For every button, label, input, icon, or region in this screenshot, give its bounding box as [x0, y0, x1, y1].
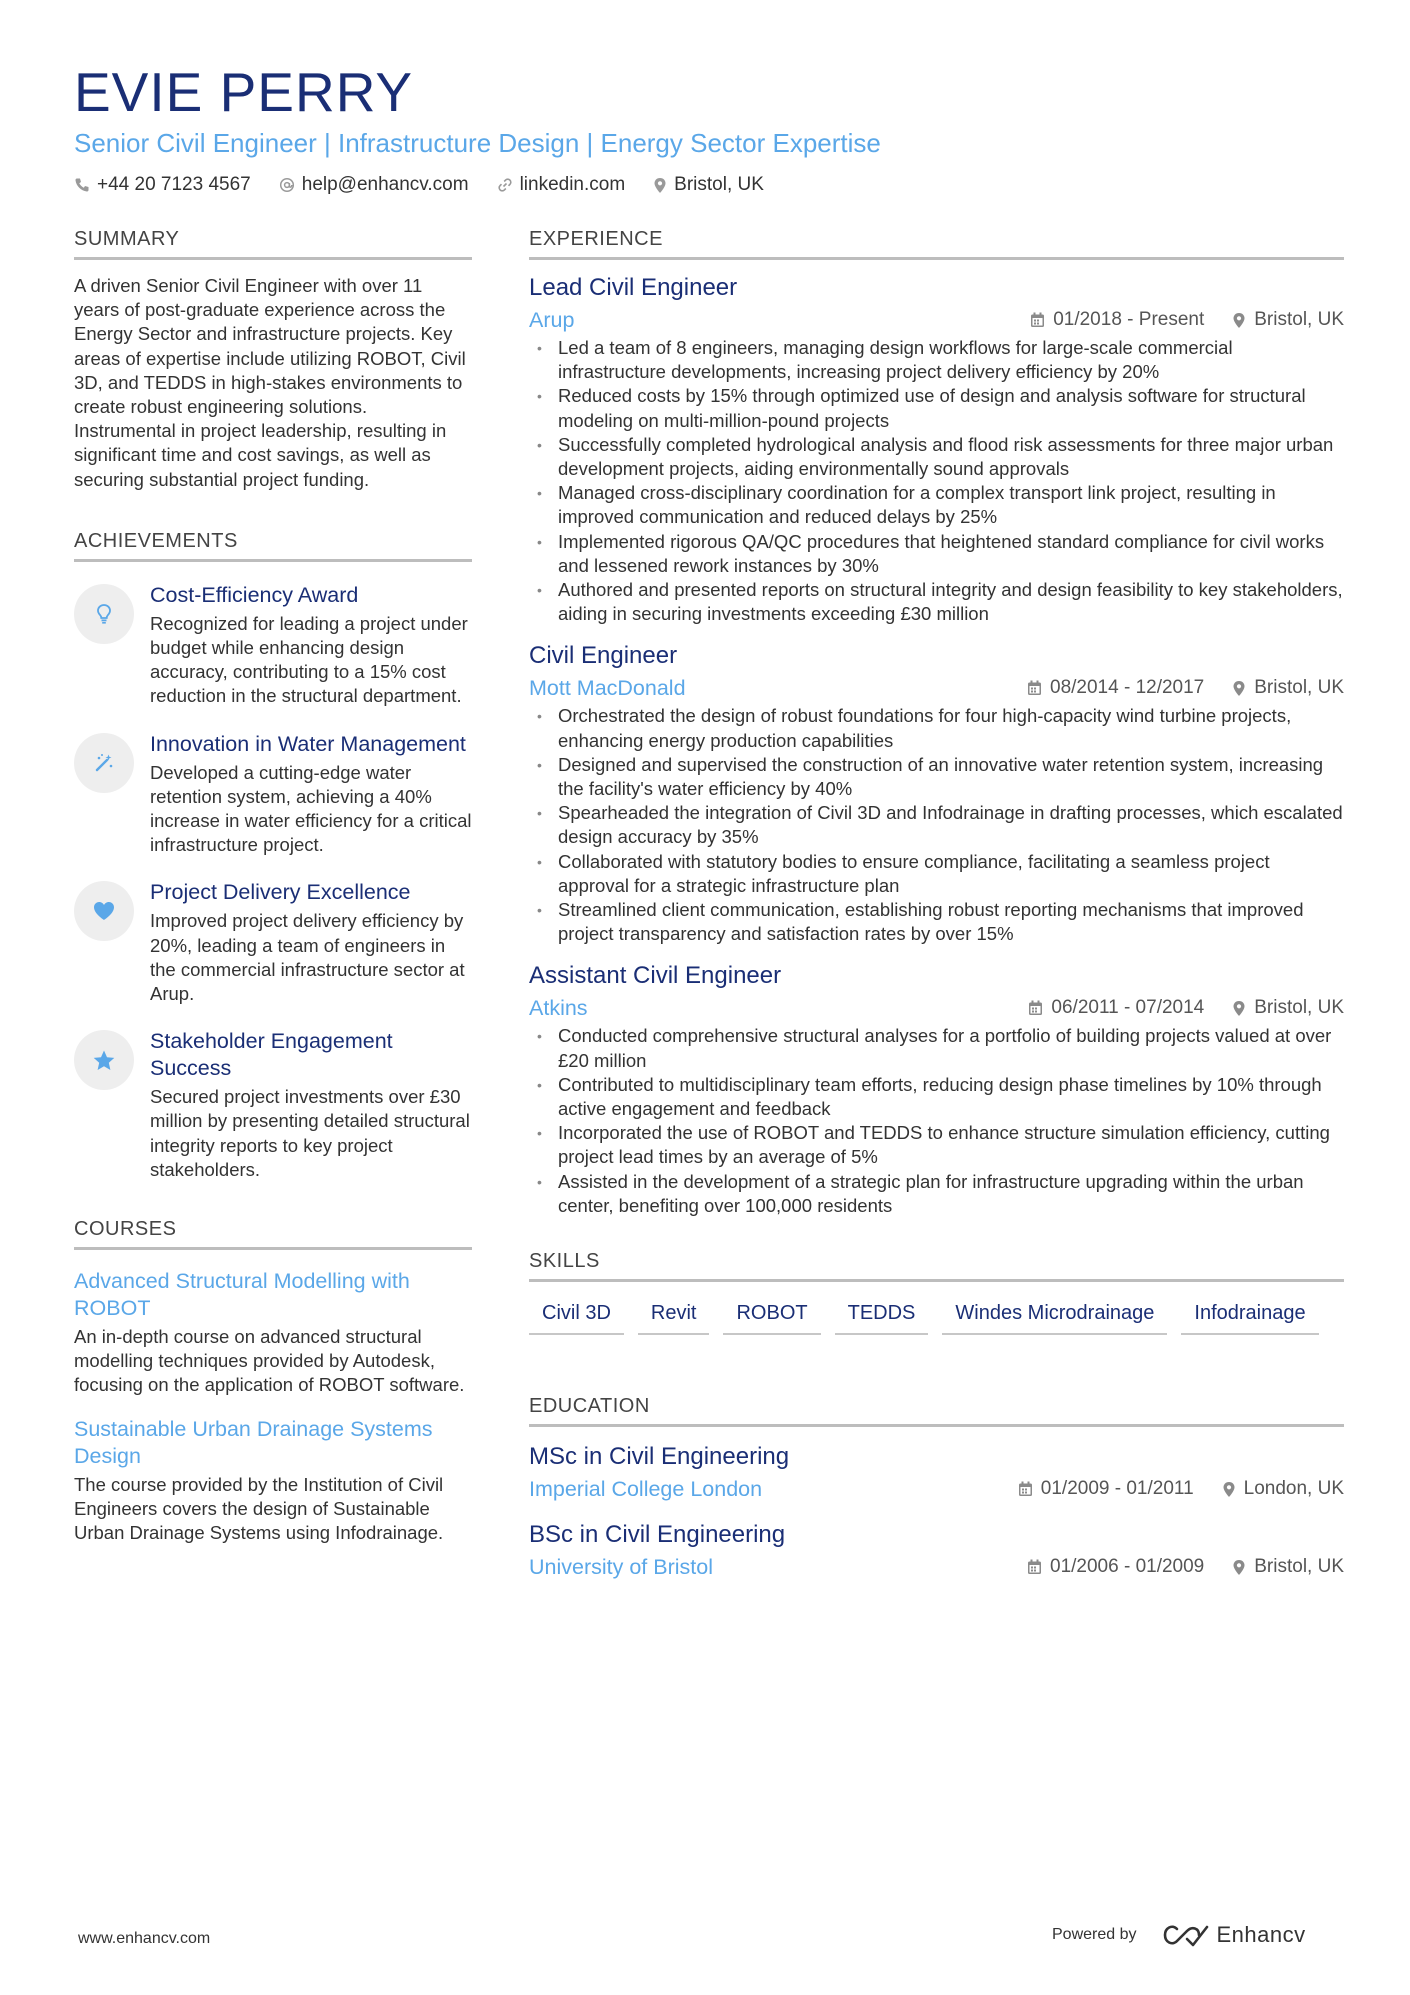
course-desc: An in-depth course on advanced structural modelling techniques provided by Autodesk, focusing on the application of ROBOT software.: [74, 1326, 465, 1396]
courses-heading: COURSES: [74, 1218, 472, 1250]
job-bullets: [529, 1024, 1344, 1218]
left-column: [74, 228, 472, 1583]
location-pin-icon: [1232, 312, 1246, 329]
achievements-heading: ACHIEVEMENTS: [74, 530, 472, 562]
at-icon: [279, 177, 295, 193]
achievement-title: Cost-Efficiency Award: [150, 582, 359, 607]
skill-tag: Infodrainage: [1181, 1294, 1318, 1335]
calendar-icon: [1027, 1559, 1042, 1575]
calendar-icon: [1028, 1000, 1043, 1016]
achievement-desc: Recognized for leading a project under budget while enhancing design accuracy, contributing to a 15% cost reduction in the structural department.: [150, 612, 468, 707]
education-location: London, UK: [1243, 1478, 1344, 1500]
courses-section: [74, 1218, 472, 1545]
star-icon: [74, 1030, 134, 1090]
heart-icon: [74, 881, 134, 941]
list-item: • Spearheaded the integration of Civil 3D and Infodrainage in drafting processes, which escalated design accuracy by 35%: [529, 801, 1344, 849]
job-location: Bristol, UK: [1254, 309, 1344, 330]
skill-tag: TEDDS: [835, 1294, 929, 1335]
achievements-section: [74, 530, 472, 1182]
achievement-desc: Secured project investments over £30 million by presenting detailed structural integrity reports to key project stakeholders.: [150, 1086, 470, 1180]
list-item: • Assisted in the development of a strategic plan for infrastructure upgrading within the urban center, benefiting over 100,000 residents: [529, 1170, 1344, 1218]
resume-header: [74, 60, 1344, 196]
list-item: • Successfully completed hydrological analysis and flood risk assessments for three major urban development projects, aiding environmentally sound approvals: [529, 433, 1344, 481]
wand-icon: [74, 733, 134, 793]
calendar-icon: [1027, 680, 1042, 696]
candidate-name: EVIE PERRY: [74, 61, 414, 123]
skills-list: [529, 1294, 1344, 1355]
skills-section: [529, 1250, 1344, 1355]
list-item: • Managed cross-disciplinary coordination for a complex transport link project, resulting in improved communication and reduced delays by 25%: [529, 481, 1344, 529]
list-item: • Incorporated the use of ROBOT and TEDDS to enhance structure simulation efficiency, cutting project lead times by an average of 5%: [529, 1121, 1344, 1169]
summary-text: A driven Senior Civil Engineer with over 11 years of post-graduate experience across the Energy Sector and infrastructure projects. Key areas of expertise include utilizing ROBOT, Civil 3D, and TEDDS in high-stakes environments to create robust engineering solutions. Instrumental in project leadership, resulting in significant time and cost savings, as well as securing substantial project funding.: [74, 275, 466, 490]
achievement-title: Stakeholder Engagement Success: [150, 1029, 393, 1081]
achievement-item: [74, 879, 472, 1006]
footer-website[interactable]: www.enhancv.com: [78, 1930, 211, 1947]
school-name: Imperial College London: [529, 1477, 763, 1502]
location-pin-icon: [1232, 1559, 1246, 1576]
lightbulb-icon: [74, 584, 134, 644]
skill-tag: ROBOT: [723, 1294, 820, 1335]
job-company: Atkins: [529, 996, 588, 1021]
contact-email[interactable]: [279, 174, 469, 196]
course-desc: The course provided by the Institution of Civil Engineers covers the design of Sustainable Urban Drainage Systems using Infodrainage.: [74, 1473, 444, 1544]
link-icon: [497, 177, 513, 193]
job-title: Assistant Civil Engineer: [529, 962, 782, 990]
right-column: [529, 228, 1344, 1619]
course-title: Advanced Structural Modelling with ROBOT: [74, 1269, 410, 1321]
list-item: • Implemented rigorous QA/QC procedures that heightened standard compliance for civil works and lessened rework instances by 30%: [529, 530, 1344, 578]
education-dates: 01/2009 - 01/2011: [1040, 1478, 1194, 1500]
email-text: help@enhancv.com: [301, 174, 469, 195]
powered-by-label: Powered by: [1052, 1926, 1137, 1943]
achievement-item: [74, 1028, 472, 1182]
course-item: [74, 1416, 472, 1546]
skill-tag: Windes Microdrainage: [942, 1294, 1167, 1335]
job-entry: [529, 960, 1344, 1218]
job-dates: 01/2018 - Present: [1053, 309, 1205, 330]
location-text: Bristol, UK: [674, 174, 764, 195]
phone-icon: [74, 177, 90, 193]
location-pin-icon: [1222, 1481, 1236, 1498]
education-section: [529, 1395, 1344, 1581]
education-entry: [529, 1441, 1344, 1503]
course-title: Sustainable Urban Drainage Systems Design: [74, 1416, 433, 1468]
contact-location: [653, 174, 764, 196]
brand-name: Enhancv: [1216, 1922, 1306, 1947]
list-item: • Led a team of 8 engineers, managing design workflows for large-scale commercial infrastructure developments, increasing project delivery efficiency by 20%: [529, 336, 1344, 384]
list-item: • Orchestrated the design of robust foundations for four high-capacity wind turbine projects, enhancing energy production capabilities: [529, 704, 1344, 752]
job-bullets: [529, 336, 1344, 626]
education-dates: 01/2006 - 01/2009: [1050, 1556, 1205, 1578]
list-item: • Reduced costs by 15% through optimized use of design and analysis software for structural modeling on multi-million-pound projects: [529, 384, 1344, 432]
job-dates: 06/2011 - 07/2014: [1051, 997, 1205, 1019]
achievement-item: [74, 731, 472, 858]
experience-section: [529, 228, 1344, 1218]
list-item: • Authored and presented reports on structural integrity and design feasibility to key stakeholders, aiding in securing investments exceeding £30 million: [529, 578, 1344, 626]
summary-heading: SUMMARY: [74, 228, 472, 260]
skill-tag: Revit: [638, 1294, 710, 1335]
job-title: Lead Civil Engineer: [529, 274, 738, 301]
achievement-title: Innovation in Water Management: [150, 731, 466, 756]
achievement-item: [74, 582, 472, 709]
list-item: • Conducted comprehensive structural analyses for a portfolio of building projects valued at over £20 million: [529, 1024, 1344, 1072]
degree-title: MSc in Civil Engineering: [529, 1443, 790, 1471]
list-item: • Designed and supervised the construction of an innovative water retention system, increasing the facility's water efficiency by 40%: [529, 753, 1344, 801]
job-company: Arup: [529, 308, 575, 332]
summary-section: [74, 228, 472, 492]
linkedin-text: linkedin.com: [519, 174, 626, 195]
course-item: [74, 1268, 472, 1398]
phone-text: +44 20 7123 4567: [97, 174, 251, 195]
school-name: University of Bristol: [529, 1555, 713, 1580]
enhancv-logo-icon: [1163, 1922, 1211, 1948]
location-pin-icon: [1232, 1000, 1246, 1017]
skills-heading: SKILLS: [529, 1250, 1344, 1282]
calendar-icon: [1030, 312, 1045, 328]
achievement-desc: Improved project delivery efficiency by 20%, leading a team of engineers in the commercial infrastructure sector at Arup.: [150, 910, 465, 1005]
contact-linkedin[interactable]: [497, 174, 626, 196]
job-company: Mott MacDonald: [529, 676, 686, 701]
footer-branding[interactable]: [1052, 1922, 1306, 1948]
list-item: • Contributed to multidisciplinary team efforts, reducing design phase timelines by 10% through active engagement and feedback: [529, 1073, 1344, 1121]
skill-tag: Civil 3D: [529, 1294, 624, 1335]
job-title: Civil Engineer: [529, 642, 678, 670]
achievement-desc: Developed a cutting-edge water retention system, achieving a 40% increase in water efficiency for a critical infrastructure project.: [150, 761, 472, 856]
education-location: Bristol, UK: [1254, 1556, 1344, 1578]
location-pin-icon: [1232, 680, 1246, 697]
list-item: • Streamlined client communication, establishing robust reporting mechanisms that improved project transparency and satisfaction rates by over 15%: [529, 898, 1344, 946]
location-pin-icon: [653, 177, 667, 194]
contact-phone: [74, 174, 251, 196]
achievement-title: Project Delivery Excellence: [150, 880, 411, 905]
job-entry: [529, 640, 1344, 946]
job-location: Bristol, UK: [1254, 997, 1344, 1019]
degree-title: BSc in Civil Engineering: [529, 1521, 786, 1549]
list-item: • Collaborated with statutory bodies to ensure compliance, facilitating a seamless project approval for a strategic infrastructure plan: [529, 850, 1344, 898]
contact-bar: [74, 174, 1344, 196]
experience-heading: EXPERIENCE: [529, 228, 1344, 260]
education-entry: [529, 1519, 1344, 1581]
job-entry: [529, 272, 1344, 626]
education-heading: EDUCATION: [529, 1395, 1344, 1427]
calendar-icon: [1018, 1481, 1033, 1497]
job-bullets: [529, 704, 1344, 946]
job-location: Bristol, UK: [1254, 677, 1344, 699]
job-dates: 08/2014 - 12/2017: [1050, 677, 1205, 699]
candidate-headline: Senior Civil Engineer | Infrastructure Design | Energy Sector Expertise: [74, 128, 881, 158]
